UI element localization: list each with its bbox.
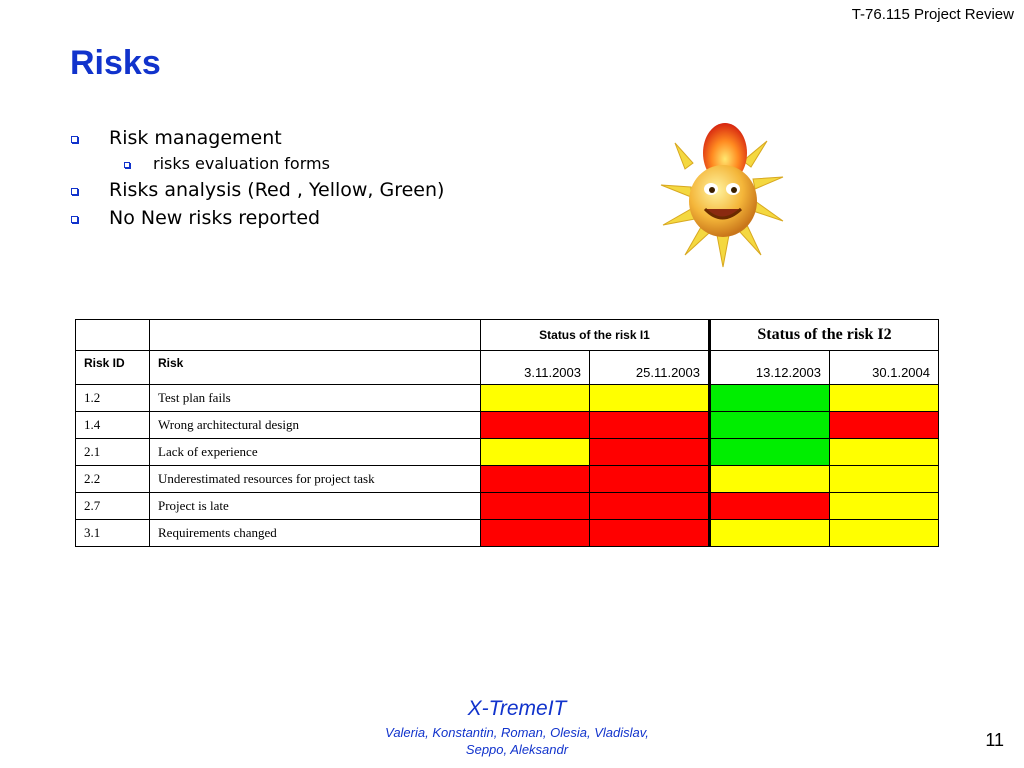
table-header-row (76, 320, 939, 351)
square-bullet-icon (71, 216, 78, 223)
status-cell (830, 385, 939, 412)
status-cell (830, 439, 939, 466)
empty-header-cell (150, 320, 481, 351)
status-cell (590, 385, 710, 412)
bullet-text: No New risks reported (109, 207, 321, 229)
table-row (76, 412, 939, 439)
status-cell (590, 520, 710, 547)
risk-name-cell: Lack of experience (150, 439, 481, 466)
bullet-text: Risks analysis (Red , Yellow, Green) (109, 179, 445, 201)
risk-name-cell: Requirements changed (150, 520, 481, 547)
square-bullet-icon (71, 188, 78, 195)
date-header: 30.1.2004 (830, 351, 939, 385)
risk-name-cell: Test plan fails (150, 385, 481, 412)
date-header: 3.11.2003 (481, 351, 590, 385)
slide-title: Risks (70, 44, 161, 82)
status-cell (590, 412, 710, 439)
status-cell (481, 520, 590, 547)
header-label: T-76.115 Project Review (851, 6, 1014, 23)
status-i1-header: Status of the risk I1 (481, 320, 710, 351)
sub-bullet-item (70, 152, 444, 176)
table-header-row (76, 351, 939, 385)
status-cell (710, 493, 830, 520)
status-cell (830, 466, 939, 493)
status-cell (710, 412, 830, 439)
sub-bullet-text: risks evaluation forms (153, 154, 330, 173)
status-cell (481, 493, 590, 520)
empty-header-cell (76, 320, 150, 351)
bullet-text: Risk management (109, 127, 282, 149)
smiling-sun-icon (655, 115, 790, 270)
table-row (76, 385, 939, 412)
bullet-item (70, 176, 444, 204)
status-cell (710, 439, 830, 466)
status-cell (481, 439, 590, 466)
status-cell (481, 466, 590, 493)
status-cell (830, 493, 939, 520)
risk-id-cell: 2.1 (76, 439, 150, 466)
status-cell (710, 385, 830, 412)
risk-id-cell: 1.4 (76, 412, 150, 439)
risk-id-cell: 2.2 (76, 466, 150, 493)
table-row (76, 439, 939, 466)
table-row (76, 520, 939, 547)
risk-name-cell: Wrong architectural design (150, 412, 481, 439)
page-number: 11 (985, 730, 1004, 750)
footer-names-line: Valeria, Konstantin, Roman, Olesia, Vladislav, (385, 725, 649, 740)
date-header: 25.11.2003 (590, 351, 710, 385)
footer-team-name: X-TremeIT (467, 697, 567, 720)
footer-team-members (0, 724, 1024, 758)
status-cell (481, 385, 590, 412)
table-row (76, 493, 939, 520)
status-cell (481, 412, 590, 439)
bullet-list (70, 124, 444, 232)
date-header: 13.12.2003 (710, 351, 830, 385)
status-cell (830, 520, 939, 547)
risk-id-cell: 2.7 (76, 493, 150, 520)
bullet-item (70, 204, 444, 232)
bullet-item (70, 124, 444, 152)
risk-name-cell: Project is late (150, 493, 481, 520)
status-cell (830, 412, 939, 439)
risk-name-cell: Underestimated resources for project task (150, 466, 481, 493)
status-cell (590, 439, 710, 466)
risk-id-cell: 3.1 (76, 520, 150, 547)
status-cell (710, 466, 830, 493)
status-i2-header: Status of the risk I2 (710, 320, 939, 351)
square-bullet-icon (71, 136, 78, 143)
status-cell (590, 493, 710, 520)
risk-id-header: Risk ID (76, 351, 150, 385)
table-row (76, 466, 939, 493)
status-cell (710, 520, 830, 547)
square-bullet-icon (124, 162, 130, 168)
risk-id-cell: 1.2 (76, 385, 150, 412)
risk-table (75, 319, 939, 547)
footer-names-line: Seppo, Aleksandr (465, 742, 569, 757)
risk-header: Risk (150, 351, 481, 385)
status-cell (590, 466, 710, 493)
